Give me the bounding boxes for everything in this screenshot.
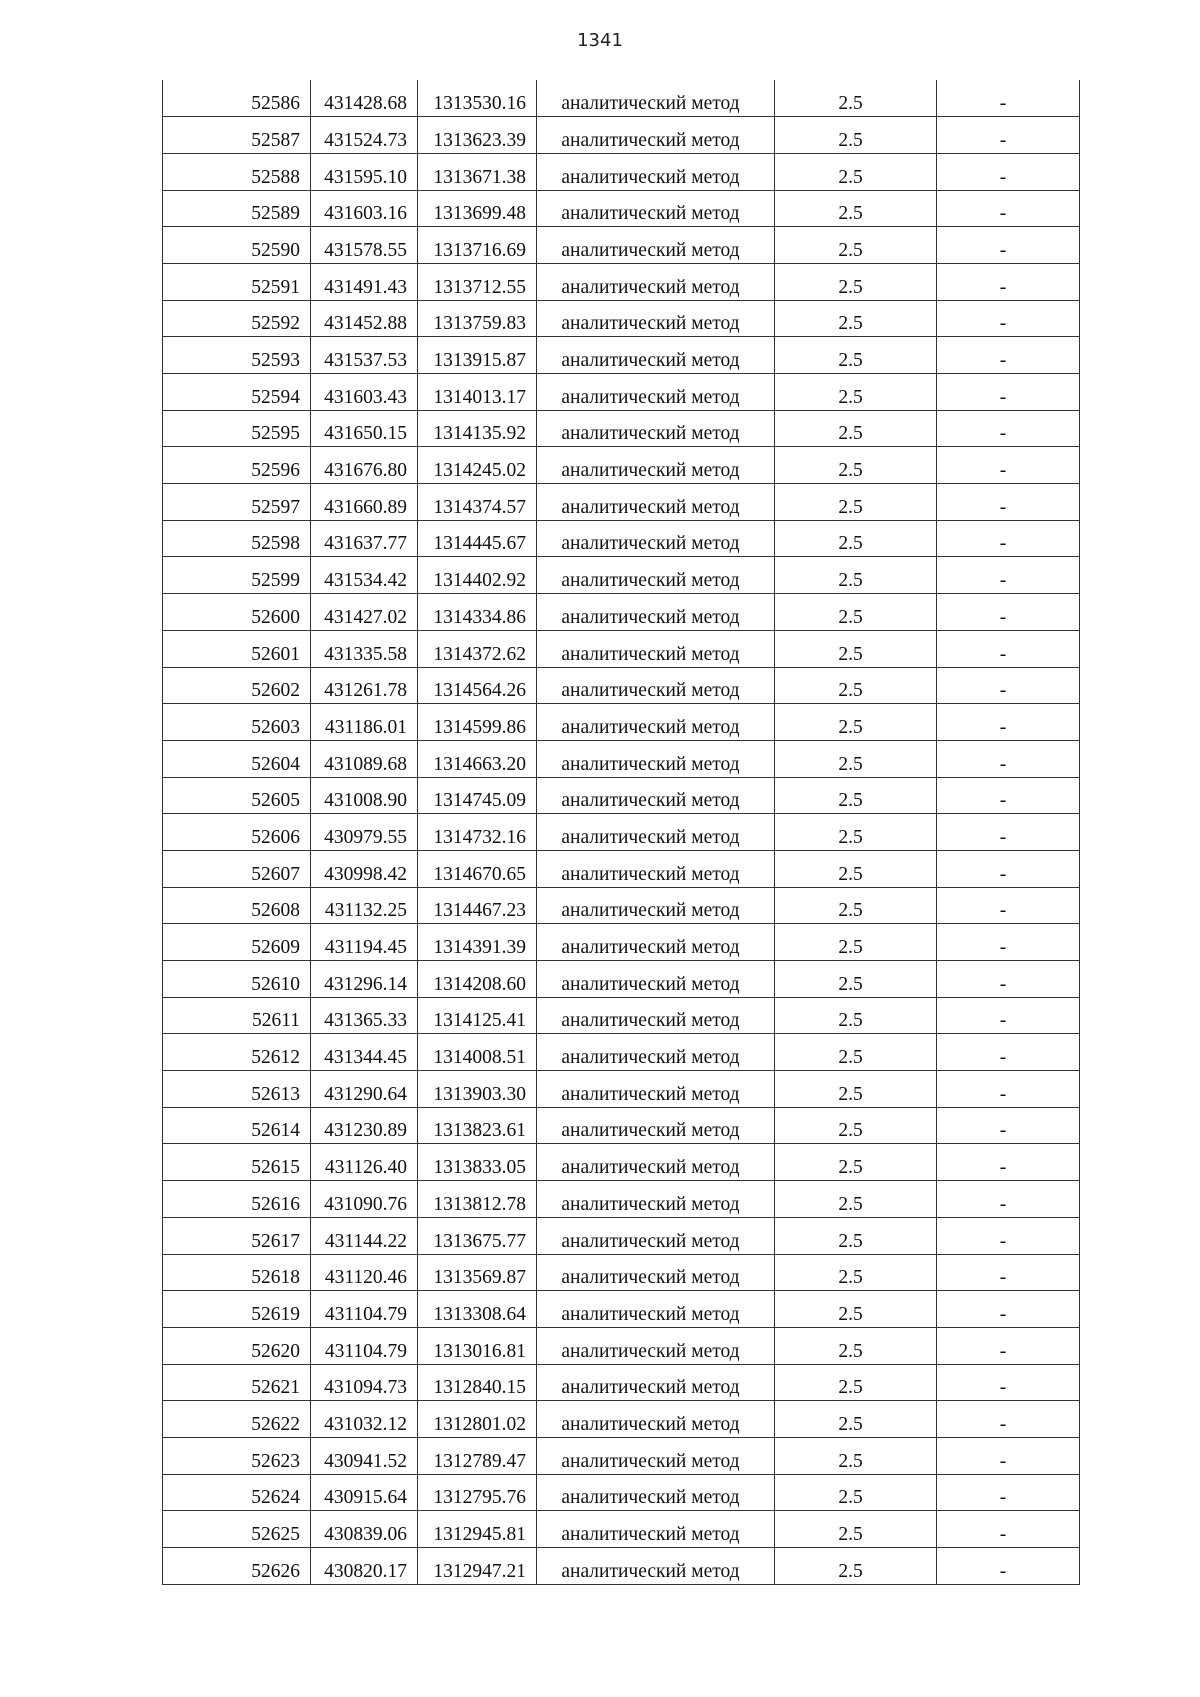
y-coordinate-cell: 1314402.92 bbox=[418, 557, 537, 594]
y-coordinate-cell: 1314467.23 bbox=[418, 887, 537, 924]
x-coordinate-cell: 431008.90 bbox=[311, 777, 418, 814]
x-coordinate-cell: 431637.77 bbox=[311, 520, 418, 557]
note-cell: - bbox=[937, 1254, 1080, 1291]
table-row bbox=[163, 814, 1080, 851]
accuracy-cell: 2.5 bbox=[775, 1291, 937, 1328]
table-row bbox=[163, 190, 1080, 227]
x-coordinate-cell: 431660.89 bbox=[311, 484, 418, 521]
note-cell: - bbox=[937, 667, 1080, 704]
y-coordinate-cell: 1314670.65 bbox=[418, 850, 537, 887]
method-cell: аналитический метод bbox=[537, 1254, 775, 1291]
method-cell: аналитический метод bbox=[537, 1107, 775, 1144]
table-row bbox=[163, 850, 1080, 887]
y-coordinate-cell: 1313915.87 bbox=[418, 337, 537, 374]
method-cell: аналитический метод bbox=[537, 850, 775, 887]
point-number-cell: 52600 bbox=[163, 594, 311, 631]
method-cell: аналитический метод bbox=[537, 300, 775, 337]
accuracy-cell: 2.5 bbox=[775, 630, 937, 667]
x-coordinate-cell: 431344.45 bbox=[311, 1034, 418, 1071]
accuracy-cell: 2.5 bbox=[775, 410, 937, 447]
table-row bbox=[163, 337, 1080, 374]
x-coordinate-cell: 431194.45 bbox=[311, 924, 418, 961]
method-cell: аналитический метод bbox=[537, 1401, 775, 1438]
note-cell: - bbox=[937, 1327, 1080, 1364]
y-coordinate-cell: 1313675.77 bbox=[418, 1217, 537, 1254]
y-coordinate-cell: 1314372.62 bbox=[418, 630, 537, 667]
accuracy-cell: 2.5 bbox=[775, 1511, 937, 1548]
y-coordinate-cell: 1313623.39 bbox=[418, 117, 537, 154]
x-coordinate-cell: 431144.22 bbox=[311, 1217, 418, 1254]
point-number-cell: 52587 bbox=[163, 117, 311, 154]
method-cell: аналитический метод bbox=[537, 704, 775, 741]
x-coordinate-cell: 430820.17 bbox=[311, 1548, 418, 1585]
point-number-cell: 52599 bbox=[163, 557, 311, 594]
coordinates-table bbox=[162, 80, 1080, 1585]
accuracy-cell: 2.5 bbox=[775, 814, 937, 851]
x-coordinate-cell: 431676.80 bbox=[311, 447, 418, 484]
table-row bbox=[163, 153, 1080, 190]
x-coordinate-cell: 431126.40 bbox=[311, 1144, 418, 1181]
x-coordinate-cell: 431650.15 bbox=[311, 410, 418, 447]
y-coordinate-cell: 1314564.26 bbox=[418, 667, 537, 704]
accuracy-cell: 2.5 bbox=[775, 594, 937, 631]
note-cell: - bbox=[937, 1401, 1080, 1438]
x-coordinate-cell: 431090.76 bbox=[311, 1181, 418, 1218]
accuracy-cell: 2.5 bbox=[775, 484, 937, 521]
x-coordinate-cell: 431491.43 bbox=[311, 263, 418, 300]
point-number-cell: 52614 bbox=[163, 1107, 311, 1144]
accuracy-cell: 2.5 bbox=[775, 263, 937, 300]
table-row bbox=[163, 520, 1080, 557]
x-coordinate-cell: 431186.01 bbox=[311, 704, 418, 741]
table-row bbox=[163, 961, 1080, 998]
method-cell: аналитический метод bbox=[537, 777, 775, 814]
accuracy-cell: 2.5 bbox=[775, 117, 937, 154]
accuracy-cell: 2.5 bbox=[775, 447, 937, 484]
x-coordinate-cell: 431296.14 bbox=[311, 961, 418, 998]
table-row bbox=[163, 80, 1080, 117]
note-cell: - bbox=[937, 117, 1080, 154]
accuracy-cell: 2.5 bbox=[775, 1548, 937, 1585]
note-cell: - bbox=[937, 557, 1080, 594]
note-cell: - bbox=[937, 704, 1080, 741]
note-cell: - bbox=[937, 520, 1080, 557]
x-coordinate-cell: 431261.78 bbox=[311, 667, 418, 704]
x-coordinate-cell: 431089.68 bbox=[311, 740, 418, 777]
point-number-cell: 52616 bbox=[163, 1181, 311, 1218]
point-number-cell: 52611 bbox=[163, 997, 311, 1034]
y-coordinate-cell: 1313812.78 bbox=[418, 1181, 537, 1218]
y-coordinate-cell: 1314135.92 bbox=[418, 410, 537, 447]
x-coordinate-cell: 431428.68 bbox=[311, 80, 418, 117]
y-coordinate-cell: 1314745.09 bbox=[418, 777, 537, 814]
table-row bbox=[163, 667, 1080, 704]
accuracy-cell: 2.5 bbox=[775, 1364, 937, 1401]
point-number-cell: 52619 bbox=[163, 1291, 311, 1328]
method-cell: аналитический метод bbox=[537, 557, 775, 594]
y-coordinate-cell: 1312947.21 bbox=[418, 1548, 537, 1585]
coordinates-table-body bbox=[163, 80, 1080, 1584]
point-number-cell: 52595 bbox=[163, 410, 311, 447]
x-coordinate-cell: 430839.06 bbox=[311, 1511, 418, 1548]
note-cell: - bbox=[937, 961, 1080, 998]
point-number-cell: 52623 bbox=[163, 1437, 311, 1474]
table-row bbox=[163, 1511, 1080, 1548]
y-coordinate-cell: 1313308.64 bbox=[418, 1291, 537, 1328]
note-cell: - bbox=[937, 924, 1080, 961]
point-number-cell: 52598 bbox=[163, 520, 311, 557]
point-number-cell: 52622 bbox=[163, 1401, 311, 1438]
table-row bbox=[163, 447, 1080, 484]
point-number-cell: 52612 bbox=[163, 1034, 311, 1071]
y-coordinate-cell: 1314125.41 bbox=[418, 997, 537, 1034]
accuracy-cell: 2.5 bbox=[775, 740, 937, 777]
method-cell: аналитический метод bbox=[537, 117, 775, 154]
x-coordinate-cell: 431537.53 bbox=[311, 337, 418, 374]
y-coordinate-cell: 1314599.86 bbox=[418, 704, 537, 741]
point-number-cell: 52596 bbox=[163, 447, 311, 484]
x-coordinate-cell: 431595.10 bbox=[311, 153, 418, 190]
note-cell: - bbox=[937, 850, 1080, 887]
note-cell: - bbox=[937, 740, 1080, 777]
method-cell: аналитический метод bbox=[537, 667, 775, 704]
note-cell: - bbox=[937, 1071, 1080, 1108]
x-coordinate-cell: 431335.58 bbox=[311, 630, 418, 667]
method-cell: аналитический метод bbox=[537, 997, 775, 1034]
x-coordinate-cell: 431603.43 bbox=[311, 374, 418, 411]
accuracy-cell: 2.5 bbox=[775, 887, 937, 924]
method-cell: аналитический метод bbox=[537, 410, 775, 447]
note-cell: - bbox=[937, 300, 1080, 337]
accuracy-cell: 2.5 bbox=[775, 1437, 937, 1474]
x-coordinate-cell: 430998.42 bbox=[311, 850, 418, 887]
point-number-cell: 52620 bbox=[163, 1327, 311, 1364]
x-coordinate-cell: 431104.79 bbox=[311, 1327, 418, 1364]
accuracy-cell: 2.5 bbox=[775, 1217, 937, 1254]
table-row bbox=[163, 630, 1080, 667]
y-coordinate-cell: 1313530.16 bbox=[418, 80, 537, 117]
table-row bbox=[163, 1548, 1080, 1585]
y-coordinate-cell: 1313903.30 bbox=[418, 1071, 537, 1108]
table-row bbox=[163, 1474, 1080, 1511]
method-cell: аналитический метод bbox=[537, 1548, 775, 1585]
table-row bbox=[163, 887, 1080, 924]
note-cell: - bbox=[937, 1364, 1080, 1401]
table-row bbox=[163, 1181, 1080, 1218]
accuracy-cell: 2.5 bbox=[775, 520, 937, 557]
accuracy-cell: 2.5 bbox=[775, 777, 937, 814]
point-number-cell: 52624 bbox=[163, 1474, 311, 1511]
note-cell: - bbox=[937, 190, 1080, 227]
point-number-cell: 52597 bbox=[163, 484, 311, 521]
note-cell: - bbox=[937, 630, 1080, 667]
method-cell: аналитический метод bbox=[537, 1364, 775, 1401]
y-coordinate-cell: 1314445.67 bbox=[418, 520, 537, 557]
table-row bbox=[163, 117, 1080, 154]
accuracy-cell: 2.5 bbox=[775, 374, 937, 411]
method-cell: аналитический метод bbox=[537, 227, 775, 264]
x-coordinate-cell: 431365.33 bbox=[311, 997, 418, 1034]
y-coordinate-cell: 1313569.87 bbox=[418, 1254, 537, 1291]
table-row bbox=[163, 410, 1080, 447]
y-coordinate-cell: 1312840.15 bbox=[418, 1364, 537, 1401]
note-cell: - bbox=[937, 594, 1080, 631]
accuracy-cell: 2.5 bbox=[775, 961, 937, 998]
accuracy-cell: 2.5 bbox=[775, 1034, 937, 1071]
y-coordinate-cell: 1313759.83 bbox=[418, 300, 537, 337]
y-coordinate-cell: 1314391.39 bbox=[418, 924, 537, 961]
note-cell: - bbox=[937, 447, 1080, 484]
y-coordinate-cell: 1314732.16 bbox=[418, 814, 537, 851]
x-coordinate-cell: 431032.12 bbox=[311, 1401, 418, 1438]
point-number-cell: 52603 bbox=[163, 704, 311, 741]
y-coordinate-cell: 1313671.38 bbox=[418, 153, 537, 190]
y-coordinate-cell: 1314245.02 bbox=[418, 447, 537, 484]
y-coordinate-cell: 1314663.20 bbox=[418, 740, 537, 777]
note-cell: - bbox=[937, 337, 1080, 374]
method-cell: аналитический метод bbox=[537, 1511, 775, 1548]
table-row bbox=[163, 374, 1080, 411]
x-coordinate-cell: 431132.25 bbox=[311, 887, 418, 924]
x-coordinate-cell: 431534.42 bbox=[311, 557, 418, 594]
point-number-cell: 52601 bbox=[163, 630, 311, 667]
method-cell: аналитический метод bbox=[537, 1034, 775, 1071]
y-coordinate-cell: 1314208.60 bbox=[418, 961, 537, 998]
note-cell: - bbox=[937, 1437, 1080, 1474]
x-coordinate-cell: 431120.46 bbox=[311, 1254, 418, 1291]
note-cell: - bbox=[937, 777, 1080, 814]
x-coordinate-cell: 430941.52 bbox=[311, 1437, 418, 1474]
y-coordinate-cell: 1312945.81 bbox=[418, 1511, 537, 1548]
note-cell: - bbox=[937, 887, 1080, 924]
point-number-cell: 52615 bbox=[163, 1144, 311, 1181]
x-coordinate-cell: 430979.55 bbox=[311, 814, 418, 851]
table-row bbox=[163, 263, 1080, 300]
table-row bbox=[163, 777, 1080, 814]
table-row bbox=[163, 1291, 1080, 1328]
method-cell: аналитический метод bbox=[537, 1474, 775, 1511]
note-cell: - bbox=[937, 1474, 1080, 1511]
method-cell: аналитический метод bbox=[537, 961, 775, 998]
accuracy-cell: 2.5 bbox=[775, 1181, 937, 1218]
x-coordinate-cell: 431524.73 bbox=[311, 117, 418, 154]
accuracy-cell: 2.5 bbox=[775, 1401, 937, 1438]
table-row bbox=[163, 557, 1080, 594]
note-cell: - bbox=[937, 1107, 1080, 1144]
accuracy-cell: 2.5 bbox=[775, 704, 937, 741]
note-cell: - bbox=[937, 484, 1080, 521]
method-cell: аналитический метод bbox=[537, 887, 775, 924]
accuracy-cell: 2.5 bbox=[775, 667, 937, 704]
point-number-cell: 52602 bbox=[163, 667, 311, 704]
y-coordinate-cell: 1314374.57 bbox=[418, 484, 537, 521]
point-number-cell: 52605 bbox=[163, 777, 311, 814]
table-row bbox=[163, 484, 1080, 521]
method-cell: аналитический метод bbox=[537, 814, 775, 851]
note-cell: - bbox=[937, 1548, 1080, 1585]
table-row bbox=[163, 1364, 1080, 1401]
method-cell: аналитический метод bbox=[537, 594, 775, 631]
point-number-cell: 52592 bbox=[163, 300, 311, 337]
x-coordinate-cell: 431427.02 bbox=[311, 594, 418, 631]
accuracy-cell: 2.5 bbox=[775, 153, 937, 190]
accuracy-cell: 2.5 bbox=[775, 190, 937, 227]
accuracy-cell: 2.5 bbox=[775, 1474, 937, 1511]
point-number-cell: 52593 bbox=[163, 337, 311, 374]
point-number-cell: 52607 bbox=[163, 850, 311, 887]
method-cell: аналитический метод bbox=[537, 484, 775, 521]
accuracy-cell: 2.5 bbox=[775, 300, 937, 337]
page-number: 1341 bbox=[577, 30, 623, 51]
x-coordinate-cell: 431452.88 bbox=[311, 300, 418, 337]
point-number-cell: 52606 bbox=[163, 814, 311, 851]
y-coordinate-cell: 1312789.47 bbox=[418, 1437, 537, 1474]
method-cell: аналитический метод bbox=[537, 153, 775, 190]
method-cell: аналитический метод bbox=[537, 1181, 775, 1218]
note-cell: - bbox=[937, 410, 1080, 447]
method-cell: аналитический метод bbox=[537, 1327, 775, 1364]
note-cell: - bbox=[937, 1217, 1080, 1254]
note-cell: - bbox=[937, 374, 1080, 411]
y-coordinate-cell: 1313016.81 bbox=[418, 1327, 537, 1364]
method-cell: аналитический метод bbox=[537, 337, 775, 374]
method-cell: аналитический метод bbox=[537, 1437, 775, 1474]
accuracy-cell: 2.5 bbox=[775, 1144, 937, 1181]
point-number-cell: 52625 bbox=[163, 1511, 311, 1548]
point-number-cell: 52594 bbox=[163, 374, 311, 411]
accuracy-cell: 2.5 bbox=[775, 80, 937, 117]
point-number-cell: 52588 bbox=[163, 153, 311, 190]
point-number-cell: 52586 bbox=[163, 80, 311, 117]
table-row bbox=[163, 924, 1080, 961]
method-cell: аналитический метод bbox=[537, 1071, 775, 1108]
note-cell: - bbox=[937, 1144, 1080, 1181]
note-cell: - bbox=[937, 1034, 1080, 1071]
point-number-cell: 52610 bbox=[163, 961, 311, 998]
table-row bbox=[163, 1217, 1080, 1254]
note-cell: - bbox=[937, 814, 1080, 851]
table-row bbox=[163, 1107, 1080, 1144]
method-cell: аналитический метод bbox=[537, 520, 775, 557]
method-cell: аналитический метод bbox=[537, 190, 775, 227]
note-cell: - bbox=[937, 1511, 1080, 1548]
method-cell: аналитический метод bbox=[537, 447, 775, 484]
y-coordinate-cell: 1313712.55 bbox=[418, 263, 537, 300]
note-cell: - bbox=[937, 227, 1080, 264]
table-row bbox=[163, 704, 1080, 741]
method-cell: аналитический метод bbox=[537, 1144, 775, 1181]
accuracy-cell: 2.5 bbox=[775, 997, 937, 1034]
y-coordinate-cell: 1312795.76 bbox=[418, 1474, 537, 1511]
table-row bbox=[163, 594, 1080, 631]
table-row bbox=[163, 1034, 1080, 1071]
note-cell: - bbox=[937, 153, 1080, 190]
y-coordinate-cell: 1313823.61 bbox=[418, 1107, 537, 1144]
table-row bbox=[163, 1327, 1080, 1364]
method-cell: аналитический метод bbox=[537, 1291, 775, 1328]
y-coordinate-cell: 1314008.51 bbox=[418, 1034, 537, 1071]
method-cell: аналитический метод bbox=[537, 630, 775, 667]
x-coordinate-cell: 431094.73 bbox=[311, 1364, 418, 1401]
note-cell: - bbox=[937, 997, 1080, 1034]
accuracy-cell: 2.5 bbox=[775, 850, 937, 887]
point-number-cell: 52617 bbox=[163, 1217, 311, 1254]
method-cell: аналитический метод bbox=[537, 374, 775, 411]
point-number-cell: 52626 bbox=[163, 1548, 311, 1585]
note-cell: - bbox=[937, 263, 1080, 300]
point-number-cell: 52589 bbox=[163, 190, 311, 227]
point-number-cell: 52621 bbox=[163, 1364, 311, 1401]
point-number-cell: 52590 bbox=[163, 227, 311, 264]
table-row bbox=[163, 227, 1080, 264]
accuracy-cell: 2.5 bbox=[775, 227, 937, 264]
table-row bbox=[163, 740, 1080, 777]
y-coordinate-cell: 1314334.86 bbox=[418, 594, 537, 631]
note-cell: - bbox=[937, 1291, 1080, 1328]
y-coordinate-cell: 1313833.05 bbox=[418, 1144, 537, 1181]
table-row bbox=[163, 1144, 1080, 1181]
accuracy-cell: 2.5 bbox=[775, 1254, 937, 1291]
accuracy-cell: 2.5 bbox=[775, 1327, 937, 1364]
method-cell: аналитический метод bbox=[537, 80, 775, 117]
table-row bbox=[163, 300, 1080, 337]
point-number-cell: 52609 bbox=[163, 924, 311, 961]
accuracy-cell: 2.5 bbox=[775, 924, 937, 961]
x-coordinate-cell: 430915.64 bbox=[311, 1474, 418, 1511]
note-cell: - bbox=[937, 80, 1080, 117]
method-cell: аналитический метод bbox=[537, 1217, 775, 1254]
point-number-cell: 52618 bbox=[163, 1254, 311, 1291]
x-coordinate-cell: 431603.16 bbox=[311, 190, 418, 227]
y-coordinate-cell: 1312801.02 bbox=[418, 1401, 537, 1438]
method-cell: аналитический метод bbox=[537, 263, 775, 300]
point-number-cell: 52591 bbox=[163, 263, 311, 300]
table-row bbox=[163, 1401, 1080, 1438]
accuracy-cell: 2.5 bbox=[775, 557, 937, 594]
accuracy-cell: 2.5 bbox=[775, 337, 937, 374]
table-row bbox=[163, 1437, 1080, 1474]
x-coordinate-cell: 431230.89 bbox=[311, 1107, 418, 1144]
accuracy-cell: 2.5 bbox=[775, 1107, 937, 1144]
method-cell: аналитический метод bbox=[537, 924, 775, 961]
point-number-cell: 52608 bbox=[163, 887, 311, 924]
point-number-cell: 52613 bbox=[163, 1071, 311, 1108]
table-row bbox=[163, 997, 1080, 1034]
x-coordinate-cell: 431578.55 bbox=[311, 227, 418, 264]
y-coordinate-cell: 1313716.69 bbox=[418, 227, 537, 264]
point-number-cell: 52604 bbox=[163, 740, 311, 777]
table-row bbox=[163, 1254, 1080, 1291]
y-coordinate-cell: 1314013.17 bbox=[418, 374, 537, 411]
method-cell: аналитический метод bbox=[537, 740, 775, 777]
x-coordinate-cell: 431104.79 bbox=[311, 1291, 418, 1328]
accuracy-cell: 2.5 bbox=[775, 1071, 937, 1108]
table-row bbox=[163, 1071, 1080, 1108]
note-cell: - bbox=[937, 1181, 1080, 1218]
y-coordinate-cell: 1313699.48 bbox=[418, 190, 537, 227]
x-coordinate-cell: 431290.64 bbox=[311, 1071, 418, 1108]
